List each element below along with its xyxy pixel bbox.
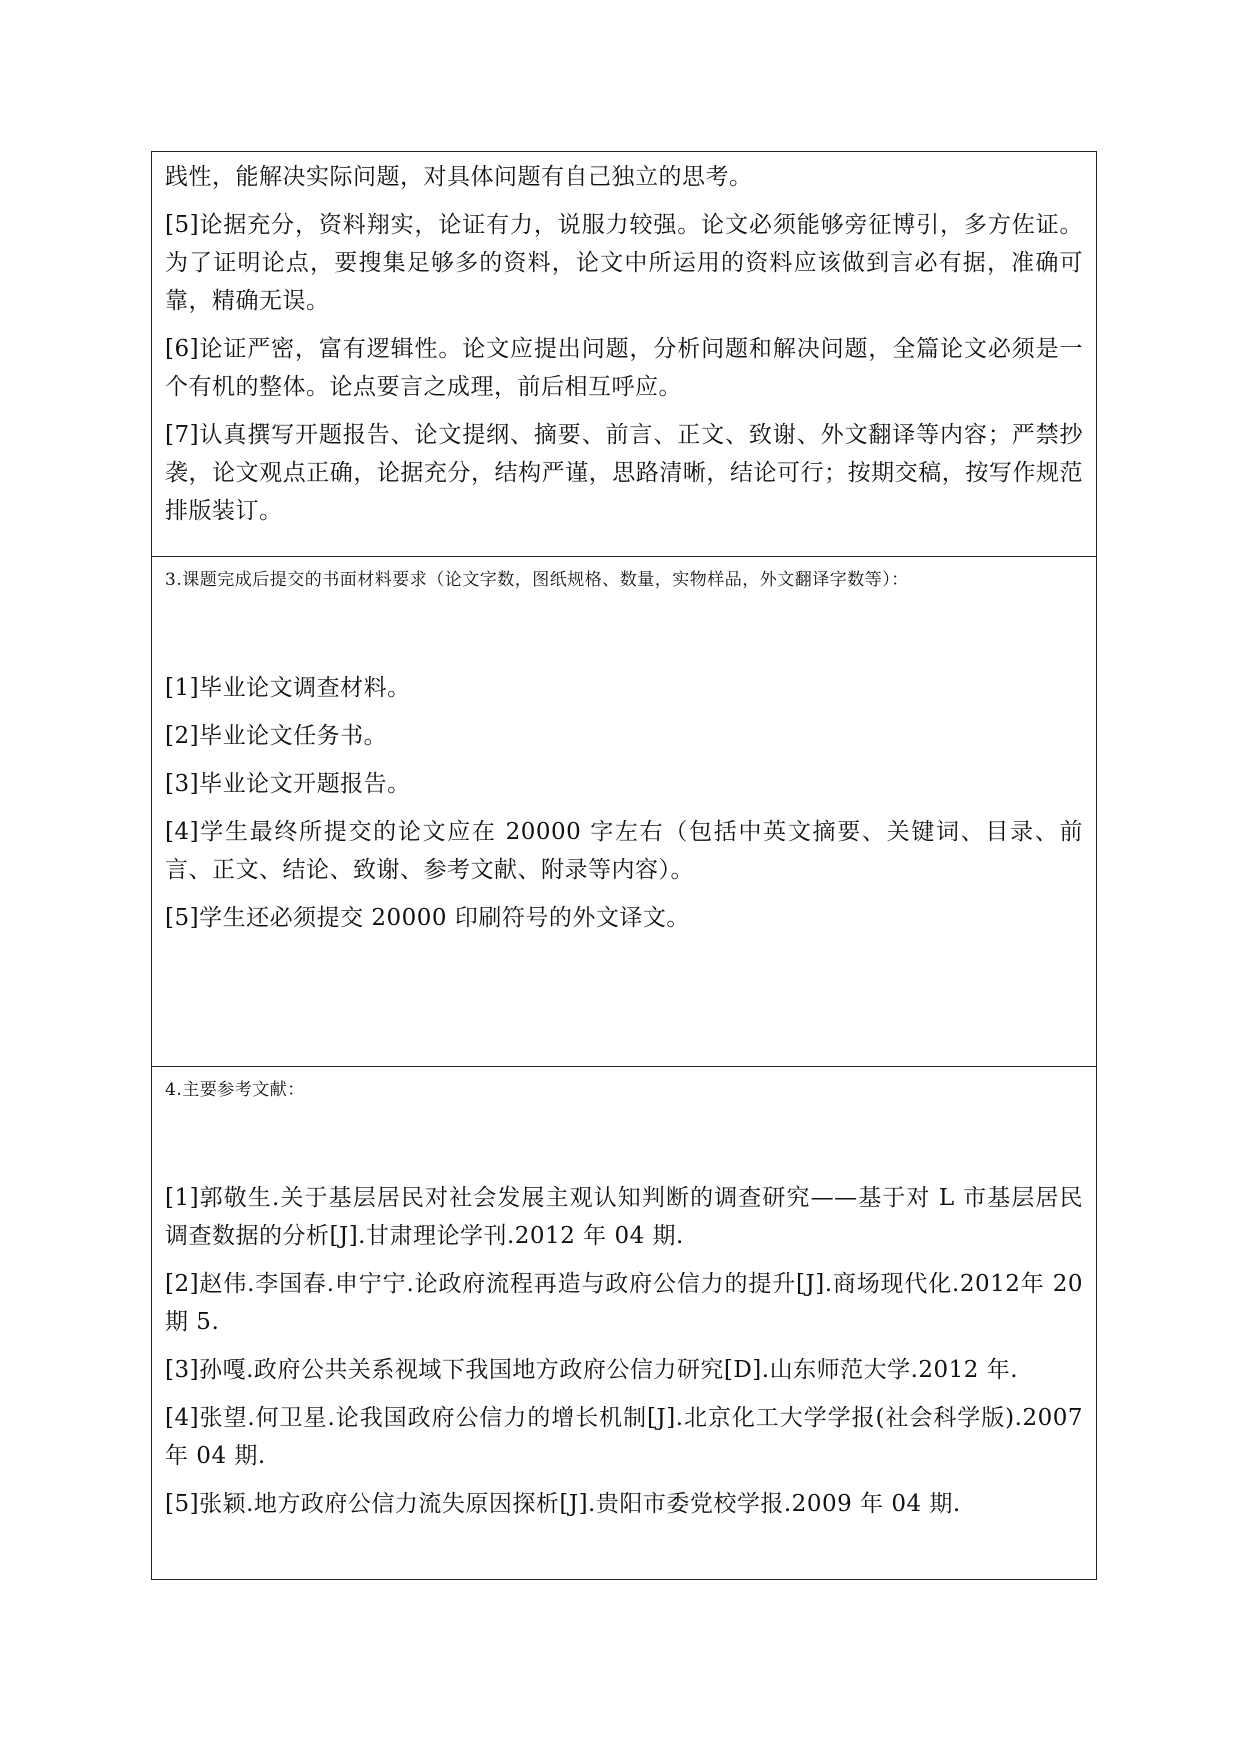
material-item-5: [5]学生还必须提交 20000 印刷符号的外文译文。 <box>165 905 690 931</box>
section-heading: 4.主要参考文献： <box>165 1080 305 1100</box>
requirement-item-7: [7]认真撰写开题报告、论文提纲、摘要、前言、正文、致谢、外文翻译等内容；严禁抄袭，论文观点正确，论据充分，结构严谨，思路清晰，结论可行；按期交稿，按写作规范排版装订。 <box>165 422 1083 524</box>
reference-item-3: [3]孙嘎.政府公共关系视域下我国地方政府公信力研究[D].山东师范大学.2012 年. <box>165 1357 1019 1383</box>
material-item-3: [3]毕业论文开题报告。 <box>165 771 411 797</box>
requirement-item-5: [5]论据充分，资料翔实，论证有力，说服力较强。论文必须能够旁征博引，多方佐证。为了证明论点，要搜集足够多的资料，论文中所运用的资料应该做到言必有据，准确可靠，精确无误。 <box>165 212 1083 314</box>
material-item-4: [4]学生最终所提交的论文应在 20000 字左右（包括中英文摘要、关键词、目录、前言、正文、结论、致谢、参考文献、附录等内容）。 <box>165 819 1083 883</box>
reference-item-4: [4]张望.何卫星.论我国政府公信力的增长机制[J].北京化工大学学报(社会科学版).2007 年 04 期. <box>165 1405 1083 1469</box>
material-item-2: [2]毕业论文任务书。 <box>165 723 388 749</box>
section-heading: 3.课题完成后提交的书面材料要求（论文字数，图纸规格、数量，实物样品，外文翻译字数等）： <box>165 570 909 590</box>
material-item-1: [1]毕业论文调查材料。 <box>165 675 411 701</box>
reference-item-1: [1]郭敬生.关于基层居民对社会发展主观认知判断的调查研究——基于对 L 市基层居民调查数据的分析[J].甘肃理论学刊.2012 年 04 期. <box>165 1185 1083 1249</box>
references-section <box>152 1066 1096 1579</box>
requirement-text: 践性，能解决实际问题，对具体问题有自己独立的思考。 <box>165 164 753 190</box>
requirement-item-6: [6]论证严密，富有逻辑性。论文应提出问题，分析问题和解决问题，全篇论文必须是一个有机的整体。论点要言之成理，前后相互呼应。 <box>165 336 1083 400</box>
reference-item-2: [2]赵伟.李国春.申宁宁.论政府流程再造与政府公信力的提升[J].商场现代化.2012年 20 期 5. <box>165 1271 1083 1335</box>
requirements-continued-section <box>152 152 1096 556</box>
reference-item-5: [5]张颖.地方政府公信力流失原因探析[J].贵阳市委党校学报.2009 年 04 期. <box>165 1491 961 1517</box>
submission-materials-section <box>152 556 1096 1066</box>
task-table <box>151 151 1097 1580</box>
